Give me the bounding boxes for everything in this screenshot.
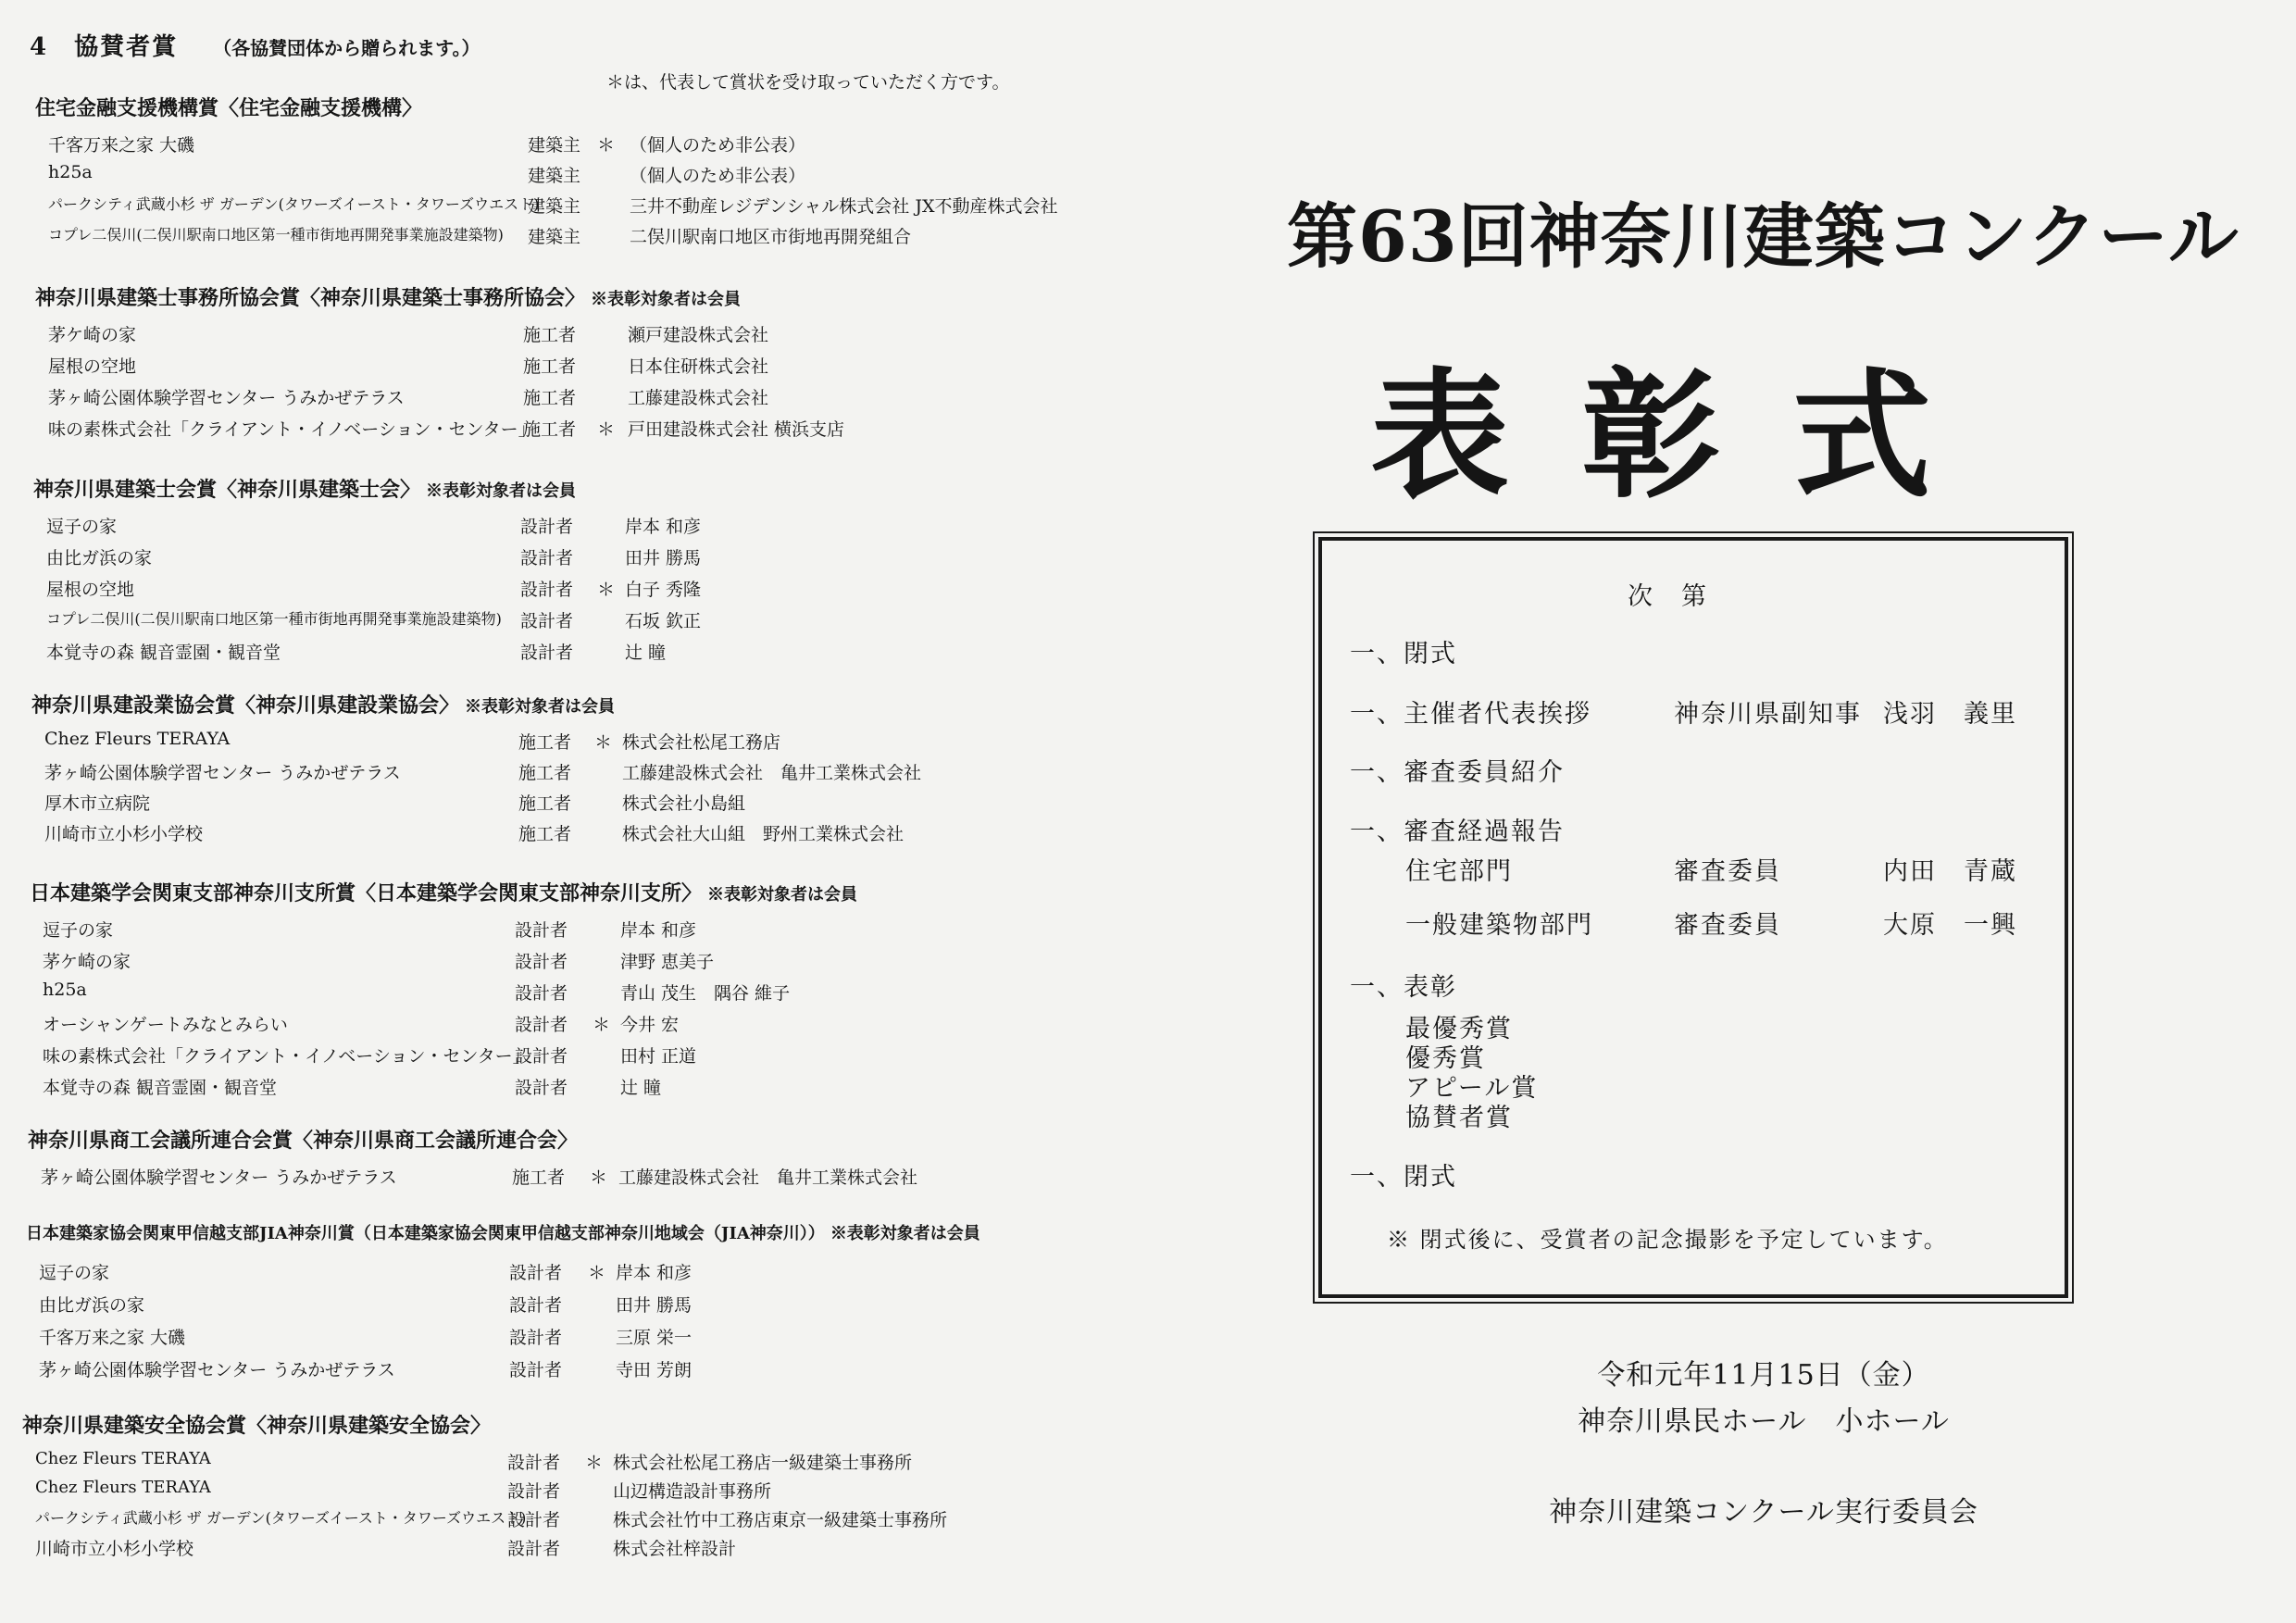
award-row [0,1164,1092,1195]
recipient-role: 設計者 [509,1360,563,1380]
recipient-name: 日本住研株式会社 [628,356,769,377]
award-title [22,1410,491,1439]
work-name: h25a [43,980,87,1000]
award-row [0,544,1092,576]
award-title-text: 日本建築家協会関東甲信越支部JIA神奈川賞（日本建築家協会関東甲信越支部神奈川地域会（JIA神奈川）） [26,1224,825,1243]
award-title-text: 住宅金融支援機構賞〈住宅金融支援機構〉 [35,96,423,120]
representative-mark: ＊ [585,1453,604,1473]
work-name: 逗子の家 [39,1263,110,1283]
ceremony-venue: 神奈川県民ホール 小ホール [1578,1405,1950,1438]
award-row [0,917,1092,948]
program-heading: 次 第 [1628,582,1708,611]
recipient-name: 株式会社小島組 [622,793,746,814]
recipient-name: 石坂 欽正 [625,611,702,631]
work-name: Chez Fleurs TERAYA [44,729,231,749]
program-item: 一、表彰 [1350,973,1457,1002]
recipient-role: 施工者 [523,356,577,377]
award-list-page [0,0,1092,1623]
award-title-text: 神奈川県建築士会賞〈神奈川県建築士会〉 [33,478,421,502]
recipient-name: 工藤建設株式会社 亀井工業株式会社 [622,763,922,783]
recipient-name: 工藤建設株式会社 [628,388,769,408]
award-row [0,759,1092,791]
work-name: 本覚寺の森 観音霊園・観音堂 [43,1078,278,1098]
representative-mark: ＊ [597,580,616,600]
recipient-role: 建築主 [528,196,581,217]
recipient-role: 建築主 [528,227,581,247]
recipient-role: 施工者 [518,824,572,844]
award-row [0,639,1092,670]
recipient-role: 設計者 [520,643,574,663]
award-member-note: ※表彰対象者は会員 [830,1224,980,1243]
award-row [0,193,1092,224]
work-name: 逗子の家 [46,517,118,537]
program-item: 一、閉式 [1350,1163,1457,1192]
award-member-note: ※表彰対象者は会員 [426,481,577,501]
program-person: 浅羽 義里 [1883,700,2017,729]
award-row [0,416,1092,447]
recipient-role: 設計者 [507,1453,561,1473]
award-title-text: 神奈川県建築安全協会賞〈神奈川県建築安全協会〉 [22,1414,492,1438]
recipient-role: 設計者 [507,1510,561,1530]
award-row [0,1535,1092,1567]
recipient-role: 設計者 [520,548,574,568]
award-title [33,474,576,503]
recipient-name: 今井 宏 [620,1015,680,1035]
work-name: オーシャンゲートみなとみらい [43,1015,288,1035]
recipient-role: 建築主 [528,166,581,186]
representative-mark: ＊ [588,1263,606,1283]
recipient-name: 白子 秀隆 [625,580,702,600]
work-name: 味の素株式会社「クライアント・イノベーション・センター」 [48,419,536,440]
award-row [0,790,1092,821]
program-subitem: アピール賞 [1405,1074,1539,1103]
award-row [0,223,1092,255]
award-row [0,513,1092,544]
recipient-role: 施工者 [512,1167,566,1188]
recipient-name: 田井 勝馬 [616,1295,693,1316]
award-title [26,1220,980,1244]
work-name: Chez Fleurs TERAYA [35,1478,211,1497]
sponsor-award-heading [30,28,480,62]
award-title-text: 神奈川県商工会議所連合会賞〈神奈川県商工会議所連合会〉 [28,1129,579,1153]
award-row [0,1324,1092,1355]
heading-number: 4 協賛者賞 [30,33,179,61]
work-name: 本覚寺の森 観音霊園・観音堂 [46,643,281,663]
recipient-role: 設計者 [520,611,574,631]
recipient-name: 岸本 和彦 [616,1263,693,1283]
program-subitem: 一般建築物部門 [1405,911,1593,940]
award-row [0,1449,1092,1480]
work-name: パークシティ武蔵小杉 ザ ガーデン(タワーズイースト・タワーズウエスト) [35,1509,527,1527]
award-row [0,1292,1092,1323]
work-name: パークシティ武蔵小杉 ザ ガーデン(タワーズイースト・タワーズウエスト) [48,195,540,213]
recipient-name: （個人のため非公表） [630,135,806,156]
program-person: 内田 青蔵 [1883,857,2017,886]
representative-mark: ＊ [593,1015,611,1035]
recipient-name: 株式会社大山組 野州工業株式会社 [622,824,905,844]
award-row [0,607,1092,639]
award-row [0,131,1092,163]
work-name: 茅ヶ崎公園体験学習センター うみかぜテラス [39,1360,395,1380]
representative-mark: ＊ [590,1167,608,1188]
recipient-role: 設計者 [507,1481,561,1502]
recipient-name: 二俣川駅南口地区市街地再開発組合 [630,227,912,247]
recipient-name: 岸本 和彦 [620,920,697,941]
representative-mark: ＊ [594,732,613,753]
award-row [0,820,1092,852]
recipient-role: 設計者 [509,1295,563,1316]
work-name: 屋根の空地 [46,580,135,600]
award-row [0,353,1092,384]
award-row [0,948,1092,980]
ceremony-title: 表彰式 [1370,355,2004,518]
recipient-name: 三井不動産レジデンシャル株式会社 JX不動産株式会社 [630,196,1058,217]
award-row [0,1259,1092,1291]
program-role: 神奈川県副知事 [1674,700,1862,729]
program-item: 一、審査経過報告 [1350,818,1565,846]
recipient-name: 辻 瞳 [620,1078,662,1098]
program-person: 大原 一興 [1883,911,2017,940]
recipient-name: 三原 栄一 [616,1328,693,1348]
representative-mark: ＊ [597,135,616,156]
program-item: 一、主催者代表挨拶 [1350,700,1591,729]
recipient-role: 設計者 [520,580,574,600]
award-title [35,282,741,311]
recipient-name: 戸田建設株式会社 横浜支店 [628,419,845,440]
organizer-name: 神奈川建築コンクール実行委員会 [1549,1496,1978,1529]
recipient-role: 施工者 [518,793,572,814]
program-role: 審査委員 [1674,857,1781,886]
award-row [0,321,1092,353]
work-name: 味の素株式会社「クライアント・イノベーション・センター」 [43,1046,530,1067]
award-row [0,162,1092,194]
work-name: Chez Fleurs TERAYA [35,1449,211,1468]
recipient-name: 津野 恵美子 [620,952,715,972]
recipient-role: 建築主 [528,135,581,156]
award-title [31,690,615,718]
award-title [30,878,857,906]
award-title [28,1125,578,1154]
work-name: 千客万来之家 大磯 [39,1328,186,1348]
work-name: 厚木市立病院 [44,793,151,814]
award-member-note: ※表彰対象者は会員 [591,290,742,309]
recipient-name: 瀬戸建設株式会社 [628,325,769,345]
recipient-role: 施工者 [523,419,577,440]
recipient-role: 設計者 [515,1078,568,1098]
recipient-role: 施工者 [523,325,577,345]
recipient-role: 設計者 [509,1328,563,1348]
work-name: h25a [48,162,93,182]
recipient-name: （個人のため非公表） [630,166,806,186]
recipient-name: 株式会社松尾工務店 [622,732,781,753]
award-row [0,980,1092,1011]
program-item: 一、審査委員紹介 [1350,758,1565,787]
competition-title: 第63回神奈川建築コンクール [1287,195,2240,278]
recipient-name: 株式会社梓設計 [613,1539,737,1559]
recipient-role: 施工者 [518,732,572,753]
heading-subtitle: （各協賛団体から贈られます。） [213,37,480,59]
program-role: 審査委員 [1674,911,1781,940]
work-name: 茅ヶ崎公園体験学習センター うみかぜテラス [48,388,405,408]
representative-note: ＊は、代表して賞状を受け取っていただく方です。 [606,72,1010,93]
recipient-role: 設計者 [507,1539,561,1559]
work-name: 茅ケ崎の家 [48,325,137,345]
recipient-role: 設計者 [515,1046,568,1067]
award-row [0,576,1092,607]
program-box [1318,537,2068,1298]
program-cover-page [1148,0,2296,1623]
award-member-note: ※表彰対象者は会員 [707,885,858,905]
award-title-text: 日本建築学会関東支部神奈川支所賞〈日本建築学会関東支部神奈川支所〉 [30,881,703,905]
award-title-text: 神奈川県建築士事務所協会賞〈神奈川県建築士事務所協会〉 [35,286,586,310]
work-name: 川崎市立小杉小学校 [35,1539,194,1559]
work-name: 逗子の家 [43,920,114,941]
work-name: 茅ヶ崎公園体験学習センター うみかぜテラス [41,1167,397,1188]
work-name: 川崎市立小杉小学校 [44,824,204,844]
award-title [35,93,422,121]
award-row [0,729,1092,760]
award-row [0,384,1092,416]
ceremony-date: 令和元年11月15日（金） [1597,1359,1930,1392]
recipient-name: 青山 茂生 隅谷 維子 [620,983,791,1004]
work-name: 千客万来之家 大磯 [48,135,195,156]
recipient-name: 岸本 和彦 [625,517,702,537]
recipient-role: 設計者 [515,1015,568,1035]
program-subitem: 最優秀賞 [1405,1015,1513,1043]
work-name: 茅ヶ崎公園体験学習センター うみかぜテラス [44,763,401,783]
recipient-name: 寺田 芳朗 [616,1360,693,1380]
award-row [0,1506,1092,1538]
recipient-role: 設計者 [515,920,568,941]
award-row [0,1478,1092,1509]
work-name: コプレ二俣川(二俣川駅南口地区第一種市街地再開発事業施設建築物) [48,226,504,243]
program-subitem: 優秀賞 [1405,1044,1486,1073]
work-name: 茅ケ崎の家 [43,952,131,972]
representative-mark: ＊ [597,419,616,440]
recipient-name: 田井 勝馬 [625,548,702,568]
program-subitem: 協賛者賞 [1405,1104,1513,1132]
program-subitem: 住宅部門 [1405,857,1513,886]
work-name: 屋根の空地 [48,356,137,377]
recipient-role: 設計者 [520,517,574,537]
award-row [0,1074,1092,1105]
recipient-name: 田村 正道 [620,1046,697,1067]
award-row [0,1356,1092,1388]
recipient-role: 設計者 [515,983,568,1004]
recipient-name: 辻 瞳 [625,643,667,663]
award-row [0,1042,1092,1074]
recipient-name: 株式会社竹中工務店東京一級建築士事務所 [613,1510,948,1530]
recipient-name: 山辺構造設計事務所 [613,1481,772,1502]
program-item: 一、閉式 [1350,640,1457,668]
program-footnote: ※ 閉式後に、受賞者の記念撮影を予定しています。 [1387,1227,1948,1253]
recipient-role: 施工者 [518,763,572,783]
work-name: 由比ガ浜の家 [46,548,153,568]
recipient-name: 株式会社松尾工務店一級建築士事務所 [613,1453,913,1473]
work-name: 由比ガ浜の家 [39,1295,145,1316]
recipient-name: 工藤建設株式会社 亀井工業株式会社 [618,1167,918,1188]
recipient-role: 設計者 [515,952,568,972]
award-member-note: ※表彰対象者は会員 [465,697,616,717]
award-row [0,1011,1092,1042]
work-name: コプレ二俣川(二俣川駅南口地区第一種市街地再開発事業施設建築物) [46,610,502,628]
recipient-role: 設計者 [509,1263,563,1283]
award-title-text: 神奈川県建設業協会賞〈神奈川県建設業協会〉 [31,693,460,718]
recipient-role: 施工者 [523,388,577,408]
